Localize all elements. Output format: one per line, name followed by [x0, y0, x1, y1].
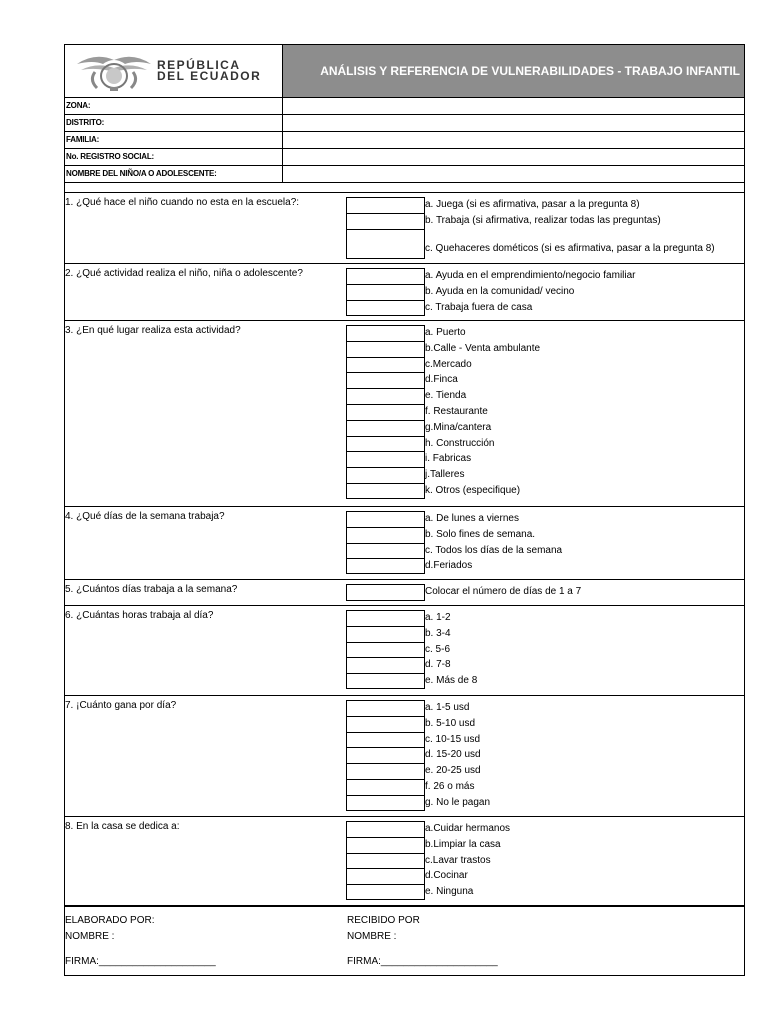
answer-box[interactable]: [346, 700, 425, 716]
answer-box[interactable]: [346, 451, 425, 467]
option-label: b. Ayuda en la comunidad/ vecino: [425, 285, 575, 297]
received-by-signature[interactable]: FIRMA:_____________________: [347, 956, 498, 967]
logo-line-1: REPÚBLICA: [157, 58, 241, 72]
answer-boxes: [346, 511, 425, 574]
answer-box[interactable]: [346, 673, 425, 689]
question-1: [65, 193, 744, 264]
answer-box[interactable]: [346, 584, 425, 601]
id-row-distrito: [65, 115, 744, 132]
option-label: a.Cuidar hermanos: [425, 823, 511, 834]
options: [425, 610, 477, 689]
answer-box[interactable]: [346, 779, 425, 795]
form-title: ANÁLISIS Y REFERENCIA DE VULNERABILIDADES - TRABAJO INFANTIL: [283, 45, 744, 97]
vulnerability-form: [64, 44, 745, 976]
question-6: [65, 606, 744, 696]
answer-box[interactable]: [346, 284, 425, 300]
prepared-by: [65, 913, 216, 970]
option-label: c. 10-15 usd: [425, 733, 481, 745]
answer-box[interactable]: [346, 853, 425, 869]
option-label: f. 26 o más: [425, 780, 475, 792]
question-8: [65, 817, 744, 905]
option-label: b.Calle - Venta ambulante: [425, 342, 541, 354]
answer-box[interactable]: [346, 763, 425, 779]
option-label: b. Solo fines de semana.: [425, 528, 536, 540]
answer-box[interactable]: [346, 300, 425, 316]
answer-box[interactable]: [346, 357, 425, 373]
answer-boxes: [346, 700, 425, 811]
answer-boxes: [346, 268, 425, 316]
answer-box[interactable]: [346, 197, 425, 213]
answer-box[interactable]: [346, 626, 425, 642]
answer-box[interactable]: [346, 795, 425, 811]
zona-field[interactable]: [283, 98, 744, 114]
options: [425, 821, 510, 900]
options: [425, 700, 490, 811]
familia-field[interactable]: [283, 132, 744, 148]
options: [425, 325, 540, 499]
question-text: 5. ¿Cuántos días trabaja a la semana?: [65, 584, 238, 595]
option-label: a. De lunes a viernes: [425, 513, 519, 524]
option-label: e. 20-25 usd: [425, 765, 481, 777]
id-label: No. REGISTRO SOCIAL:: [65, 149, 283, 165]
answer-box[interactable]: [346, 558, 425, 574]
answer-box[interactable]: [346, 837, 425, 853]
options: [425, 268, 636, 315]
question-4: [65, 507, 744, 580]
answer-box[interactable]: [346, 821, 425, 837]
options: [425, 584, 581, 600]
prepared-by-name[interactable]: NOMBRE :: [65, 931, 115, 942]
question-3: [65, 321, 744, 507]
option-label: k. Otros (especifique): [425, 484, 521, 496]
id-label: FAMILIA:: [65, 132, 283, 148]
option-label: c.Mercado: [425, 358, 472, 370]
option-label: e. Tienda: [425, 390, 467, 402]
option-label: a. 1-5 usd: [425, 702, 470, 713]
answer-box[interactable]: [346, 325, 425, 341]
option-label: a. 1-2: [425, 612, 451, 623]
option-label: e. Ninguna: [425, 886, 474, 898]
answer-box[interactable]: [346, 527, 425, 543]
distrito-field[interactable]: [283, 115, 744, 131]
option-label: d.Feriados: [425, 560, 473, 572]
option-label: g.Mina/cantera: [425, 421, 492, 433]
answer-box[interactable]: [346, 341, 425, 357]
id-label: ZONA:: [65, 98, 283, 114]
answer-box[interactable]: [346, 716, 425, 732]
option-label: a. Puerto: [425, 327, 466, 338]
question-text: 6. ¿Cuántas horas trabaja al día?: [65, 610, 214, 621]
answer-boxes: [346, 821, 425, 900]
signature-footer: [65, 905, 744, 975]
spacer: [425, 229, 715, 241]
answer-box[interactable]: [346, 229, 425, 259]
answer-box[interactable]: [346, 511, 425, 527]
option-label: b.Limpiar la casa: [425, 838, 501, 850]
prepared-by-signature[interactable]: FIRMA:_____________________: [65, 956, 216, 967]
option-label: b. 5-10 usd: [425, 717, 476, 729]
received-by-name[interactable]: NOMBRE :: [347, 931, 397, 942]
option-label: d. 15-20 usd: [425, 749, 481, 761]
options: [425, 511, 562, 574]
question-text: 3. ¿En qué lugar realiza esta actividad?: [65, 325, 241, 336]
answer-box[interactable]: [346, 610, 425, 626]
answer-boxes: [346, 197, 425, 259]
question-text: 2. ¿Qué actividad realiza el niño, niña o adolescente?: [65, 268, 303, 279]
answer-box[interactable]: [346, 657, 425, 673]
id-row-nombre: [65, 166, 744, 183]
id-label: DISTRITO:: [65, 115, 283, 131]
question-2: [65, 264, 744, 321]
answer-box[interactable]: [346, 483, 425, 499]
question-5: [65, 580, 744, 606]
received-by: [347, 913, 498, 970]
answer-box[interactable]: [346, 543, 425, 559]
id-row-familia: [65, 132, 744, 149]
answer-box[interactable]: [346, 884, 425, 900]
logo-line-2: DEL ECUADOR: [157, 69, 262, 83]
prepared-by-title: ELABORADO POR:: [65, 915, 155, 926]
option-label: a. Ayuda en el emprendimiento/negocio familiar: [425, 270, 636, 281]
options: [425, 197, 715, 256]
government-logo: [65, 45, 283, 97]
option-label: j.Talleres: [425, 469, 465, 481]
id-label: NOMBRE DEL NIÑO/A O ADOLESCENTE:: [65, 166, 283, 182]
option-label: c. Quehaceres dométicos (si es afirmativa, pasar a la pregunta 8): [425, 242, 715, 254]
option-label: a. Juega (si es afirmativa, pasar a la pregunta 8): [425, 199, 640, 210]
option-label: b. Trabaja (si afirmativa, realizar todas las preguntas): [425, 214, 661, 226]
answer-box[interactable]: [346, 732, 425, 748]
answer-boxes: [346, 610, 425, 689]
registro-social-field[interactable]: [283, 149, 744, 165]
spacer: [347, 945, 498, 954]
option-label: c. 5-6: [425, 643, 451, 655]
question-text: 7. ¡Cuánto gana por día?: [65, 700, 177, 711]
question-text: 1. ¿Qué hace el niño cuando no esta en la escuela?:: [65, 197, 300, 208]
id-row-zona: [65, 98, 744, 115]
option-label: g. No le pagan: [425, 796, 491, 808]
answer-box[interactable]: [346, 747, 425, 763]
option-label: c. Trabaja fuera de casa: [425, 301, 533, 313]
option-label: d. 7-8: [425, 659, 451, 671]
question-text: 8. En la casa se dedica a:: [65, 821, 180, 832]
option-label: d.Finca: [425, 374, 458, 386]
option-label: h. Construcción: [425, 437, 495, 449]
option-label: c. Todos los días de la semana: [425, 544, 563, 556]
answer-box[interactable]: [346, 388, 425, 404]
answer-box[interactable]: [346, 868, 425, 884]
nombre-field[interactable]: [283, 166, 744, 182]
answer-box[interactable]: [346, 372, 425, 388]
option-label: d.Cocinar: [425, 870, 468, 882]
answer-box[interactable]: [346, 404, 425, 420]
spacer: [65, 183, 744, 193]
id-row-registro: [65, 149, 744, 166]
logo-text: [157, 60, 261, 82]
option-label: e. Más de 8: [425, 675, 478, 687]
option-label: i. Fabricas: [425, 453, 472, 465]
answer-boxes: [346, 584, 425, 601]
option-label: b. 3-4: [425, 627, 451, 639]
option-label: f. Restaurante: [425, 405, 488, 417]
answer-box[interactable]: [346, 420, 425, 436]
answer-box[interactable]: [346, 213, 425, 229]
form-header: [65, 45, 744, 98]
option-label: c.Lavar trastos: [425, 854, 491, 866]
received-by-title: RECIBIDO POR: [347, 915, 420, 926]
answer-box[interactable]: [346, 268, 425, 284]
answer-box[interactable]: [346, 436, 425, 452]
question-7: [65, 696, 744, 817]
question-text: 4. ¿Qué días de la semana trabaja?: [65, 511, 225, 522]
option-label: Colocar el número de días de 1 a 7: [425, 586, 582, 597]
answer-boxes: [346, 325, 425, 499]
answer-box[interactable]: [346, 467, 425, 483]
coat-of-arms-icon: [75, 50, 153, 92]
answer-box[interactable]: [346, 642, 425, 658]
spacer: [65, 945, 216, 954]
